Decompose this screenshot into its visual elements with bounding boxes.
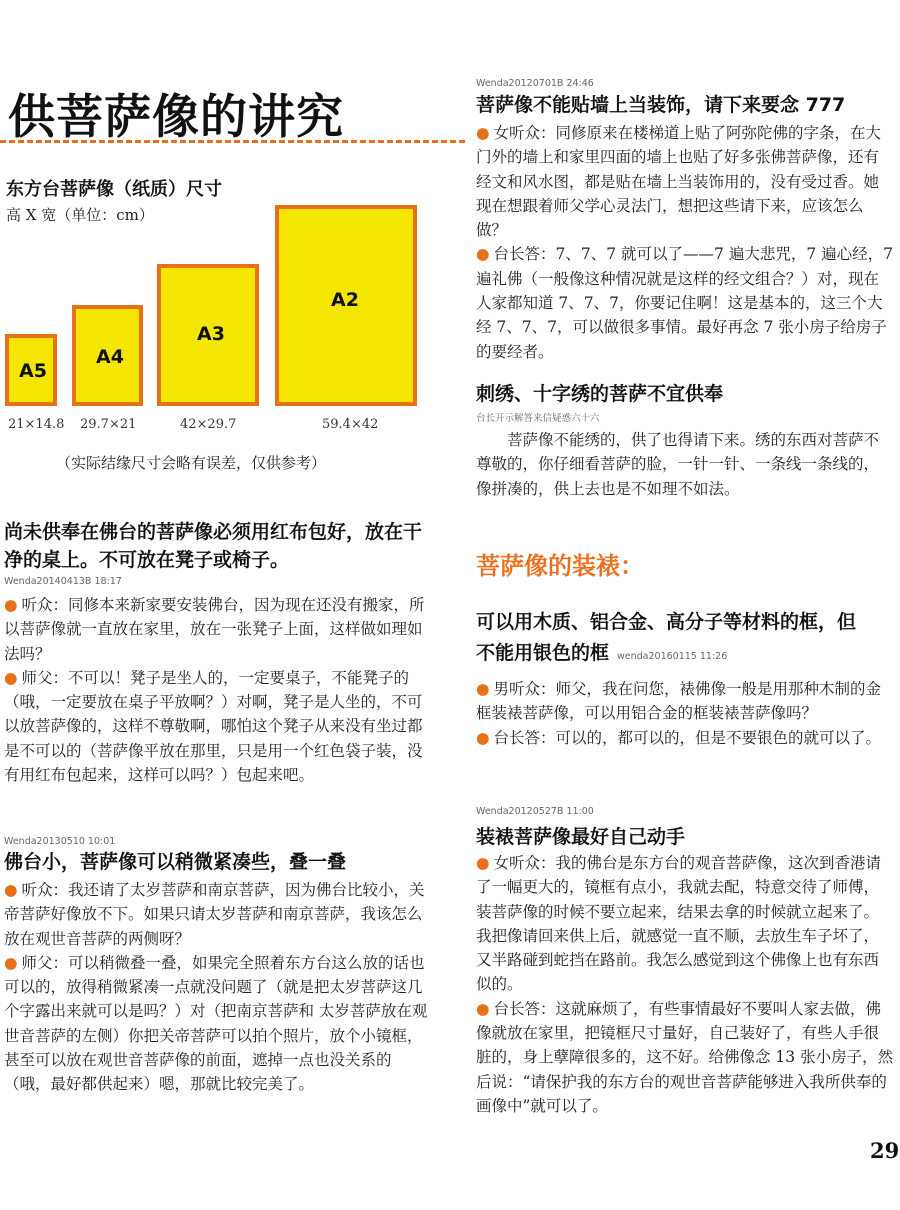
section-wrap-heading: 尚未供奉在佛台的菩萨像必须用红布包好，放在干净的桌上。不可放在凳子或椅子。: [4, 521, 423, 571]
size-section-title: 东方台菩萨像（纸质）尺寸: [6, 179, 222, 200]
section-materials-meta: wenda20160115 11:26: [617, 651, 728, 662]
size-unit-label: 高 X 宽（单位：cm）: [6, 206, 154, 224]
paragraph: ● 听众：我还请了太岁菩萨和南京菩萨，因为佛台比较小，关帝菩萨好像放不下。如果只请太岁菩萨和南京菩萨，我该怎么放在观世音菩萨的两侧呀？: [4, 881, 425, 948]
section-materials-heading-line2: 不能用银色的框 wenda20160115 11:26: [476, 642, 728, 664]
page-title: 供菩萨像的讲究: [8, 90, 344, 145]
frame-a3: [157, 264, 259, 406]
section-materials-body: [476, 677, 894, 750]
section-wrap: [4, 518, 430, 787]
section-wrap-meta: Wenda20140413B 18:17: [4, 576, 122, 587]
paragraph: ● 男听众：师父，我在问您，裱佛像一般是用那种木制的金框装裱菩萨像，可以用铝合金的框装裱菩萨像吗？: [476, 680, 882, 723]
frame-a4: [72, 305, 143, 406]
section-wrap-body: [4, 593, 430, 787]
frame-a4-label: A4: [96, 346, 124, 368]
frame-a3-label: A3: [197, 323, 225, 345]
section-embroidery-body: [476, 428, 894, 501]
size-a3: 42×29.7: [180, 417, 237, 432]
frame-a2-label: A2: [331, 289, 359, 311]
section-embroidery-heading: 刺绣、十字绣的菩萨不宜供奉: [476, 383, 724, 405]
section-small-altar-meta: Wenda20130510 10:01: [4, 836, 116, 847]
section-wall-meta: Wenda20120701B 24:46: [476, 78, 594, 89]
section-materials-heading-line1: 可以用木质、铝合金、高分子等材料的框，但: [476, 611, 857, 633]
size-a5: 21×14.8: [8, 417, 65, 432]
section-diy-meta: Wenda20120527B 11:00: [476, 806, 594, 817]
framing-title: 菩萨像的装裱：: [476, 552, 644, 580]
paragraph: ● 台长答：可以的，都可以的，但是不要银色的就可以了。: [476, 728, 882, 747]
title-divider: [0, 140, 465, 143]
section-small-altar: [4, 836, 430, 1097]
section-wall-body: [476, 121, 894, 364]
paragraph: ● 师父：可以稍微叠一叠，如果完全照着东方台这么放的话也可以的，放得稍微紧凑一点就没问题了（就是把太岁菩萨这几个字露出来就可以是吗？）对（把南京菩萨和 太岁菩萨放在观世音菩萨的左侧）你把关帝菩萨可以拍个照片，放个小镜框，甚至可以放在观世音菩萨像的前面，遮掉一点也没关系的（哦，最好都供起来）嗯，那就比较完美了。: [4, 953, 428, 1094]
section-diy: [476, 806, 894, 1118]
section-small-altar-body: [4, 878, 430, 1097]
section-diy-body: [476, 851, 894, 1118]
section-small-altar-heading: 佛台小，菩萨像可以稍微紧凑些，叠一叠: [4, 851, 347, 873]
section-wall-heading: 菩萨像不能贴墙上当装饰，请下来要念 777: [476, 94, 846, 116]
section-embroidery-meta: 台长开示解答来信疑惑六十六: [476, 413, 600, 424]
frame-a5-label: A5: [19, 360, 47, 382]
paragraph: 菩萨像不能绣的，供了也得请下来。绣的东西对菩萨不尊敬的，你仔细看菩萨的脸，一针一针、一条线一条线的，像拼凑的，供上去也是不如理不如法。: [476, 431, 880, 498]
section-diy-heading: 装裱菩萨像最好自己动手: [476, 826, 686, 848]
paragraph: ● 听众：同修本来新家要安装佛台，因为现在还没有搬家，所以菩萨像就一直放在家里，放在一张凳子上面，这样做如理如法吗？: [4, 596, 425, 663]
size-note: （实际结缘尺寸会略有误差，仅供参考）: [56, 454, 327, 472]
size-a2: 59.4×42: [322, 417, 379, 432]
page-number: 29: [870, 1138, 900, 1163]
section-materials: [476, 608, 894, 750]
frame-a2: [275, 205, 417, 406]
paragraph: ● 台长答：7、7、7 就可以了——7 遍大悲咒，7 遍心经，7 遍礼佛（一般像这种情况就是这样的经文组合？）对，现在人家都知道 7、7、7，你要记住啊！这是基本的，这三个大经 7、7、7，可以做很多事情。最好再念 7 张小房子给房子的要经者。: [476, 245, 893, 361]
size-a4: 29.7×21: [80, 417, 137, 432]
paragraph: ● 女听众：同修原来在楼梯道上贴了阿弥陀佛的字条，在大门外的墙上和家里四面的墙上也贴了好多张佛菩萨像，还有经文和风水图，都是贴在墙上当装饰用的，没有受过香。她现在想跟着师父学心灵法门，想把这些请下来，应该怎么做？: [476, 124, 882, 240]
paragraph: ● 师父：不可以！凳子是坐人的，一定要桌子，不能凳子的（哦，一定要放在桌子平放啊？）对啊，凳子是人坐的，不可以放菩萨像的，这样不尊敬啊，哪怕这个凳子从来没有坐过都是不可以的（菩萨像平放在那里，只是用一个红色袋子装，没有用红布包起来，这样可以吗？）包起来吧。: [4, 668, 423, 785]
paragraph: ● 台长答：这就麻烦了，有些事情最好不要叫人家去做，佛像就放在家里，把镜框尺寸量好，自己装好了，有些人手很脏的，身上孽障很多的，这不好。给佛像念 13 张小房子，然后说：“请保护我的东方台的观世音菩萨能够进入我所供奉的画像中”就可以了。: [476, 999, 894, 1115]
section-wall: [476, 78, 894, 364]
section-embroidery: [476, 380, 894, 501]
paragraph: ● 女听众：我的佛台是东方台的观音菩萨像，这次到香港请了一幅更大的，镜框有点小，我就去配，特意交待了师傅，装菩萨像的时候不要立起来，结果去拿的时候就立起来了。我把像请回来供上后，就感觉一直不顺，去放生车子坏了，又半路碰到蛇挡在路前。我怎么感觉到这个佛像上也有东西似的。: [476, 854, 882, 994]
frame-a5: [5, 334, 57, 406]
